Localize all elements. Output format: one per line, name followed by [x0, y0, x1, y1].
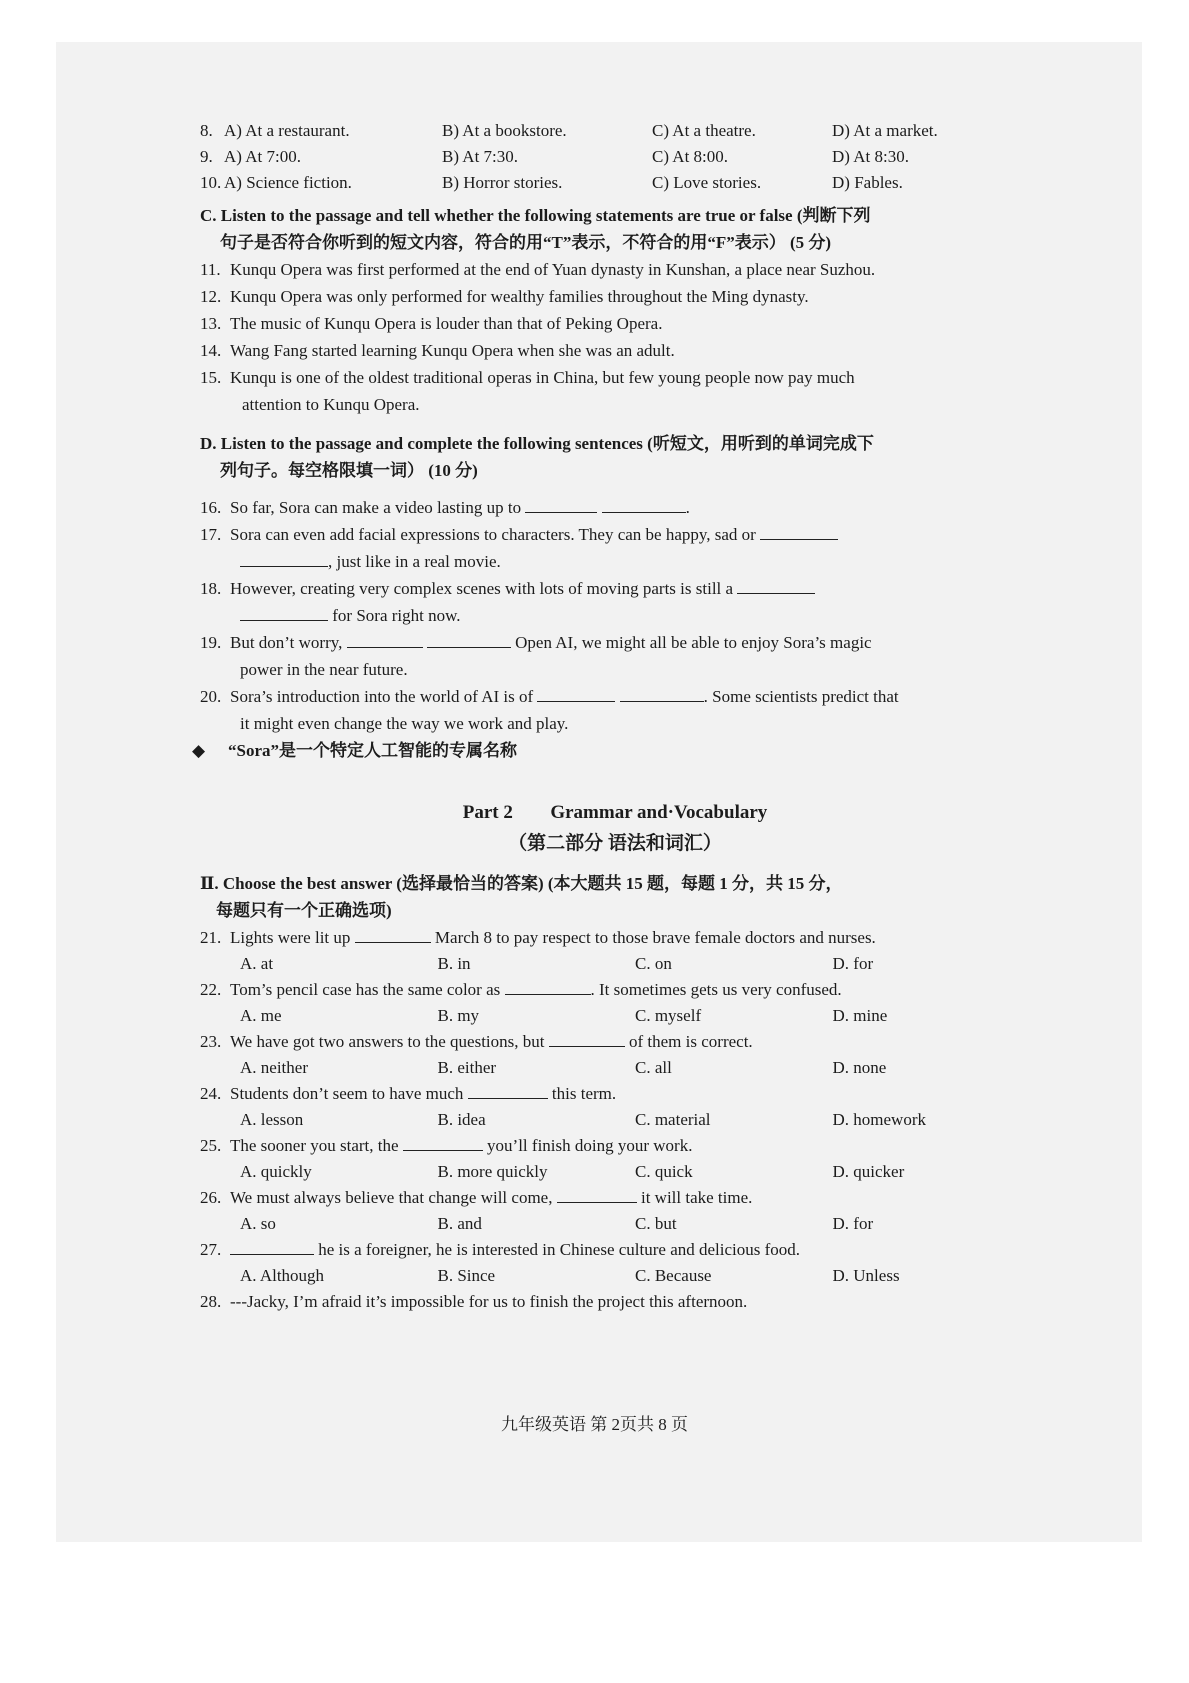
- question-text: he is a foreigner, he is interested in Chinese culture and delicious food.: [318, 1240, 801, 1259]
- option-b: B) At 7:30.: [442, 147, 519, 166]
- sentence-part: But don’t worry,: [230, 633, 343, 652]
- sentence-20: [200, 683, 1030, 737]
- statement-text: [230, 364, 1030, 418]
- question-number: 8.: [200, 121, 213, 140]
- heading-line: 列句子。每空格限填一词） (10 分): [220, 461, 478, 480]
- answer-blank[interactable]: [737, 579, 815, 594]
- answer-blank[interactable]: [230, 1240, 314, 1255]
- sentence-part: it might even change the way we work and play.: [240, 714, 569, 733]
- sora-note: [192, 737, 1030, 764]
- part-title: [200, 798, 1030, 828]
- question-text: it will take time.: [640, 1188, 753, 1207]
- question-number: 23.: [200, 1032, 222, 1051]
- option-a: A) At a restaurant.: [224, 121, 350, 140]
- mc-question-23: [200, 1028, 1030, 1080]
- choice-b[interactable]: B. either: [437, 1058, 497, 1077]
- question-text: We must always believe that change will come,: [230, 1188, 553, 1207]
- question-number: 27.: [200, 1240, 222, 1259]
- option-d: D) At a market.: [832, 121, 938, 140]
- question-text: . It sometimes gets us very confused.: [590, 980, 842, 999]
- mc-question-21: [200, 924, 1030, 976]
- answer-blank[interactable]: [240, 606, 328, 621]
- sentence-part: .: [685, 498, 690, 517]
- question-text: We have got two answers to the questions, but: [230, 1032, 545, 1051]
- choice-d[interactable]: D. mine: [832, 1006, 888, 1025]
- sentence-16: [200, 494, 1030, 521]
- mc-question-25: [200, 1132, 1030, 1184]
- option-a: A) At 7:00.: [224, 147, 301, 166]
- option-b: B) At a bookstore.: [442, 121, 567, 140]
- choice-c[interactable]: C. but: [635, 1214, 677, 1233]
- part-name: Grammar and·Vocabulary: [550, 802, 768, 823]
- choice-b[interactable]: B. my: [437, 1006, 480, 1025]
- statement-13: [200, 310, 1030, 337]
- section-d-items: [192, 494, 1030, 764]
- section-c-heading: [200, 202, 1030, 256]
- choice-c[interactable]: C. on: [635, 954, 672, 973]
- sentence-part: However, creating very complex scenes with lots of moving parts is still a: [230, 579, 734, 598]
- question-number: 16.: [200, 498, 222, 517]
- choice-d[interactable]: D. none: [832, 1058, 887, 1077]
- section-ii-items: [200, 924, 1030, 1315]
- question-number: 22.: [200, 980, 222, 999]
- answer-blank[interactable]: [602, 498, 686, 513]
- answer-blank[interactable]: [557, 1188, 637, 1203]
- option-b: B) Horror stories.: [442, 173, 563, 192]
- listening-options: [200, 118, 1030, 196]
- answer-blank[interactable]: [403, 1136, 483, 1151]
- choice-b[interactable]: B. more quickly: [437, 1162, 548, 1181]
- choice-a[interactable]: A. quickly: [240, 1162, 312, 1181]
- choice-b[interactable]: B. Since: [437, 1266, 496, 1285]
- answer-blank[interactable]: [240, 552, 328, 567]
- answer-blank[interactable]: [468, 1084, 548, 1099]
- note-text: “Sora”是一个特定人工智能的专属名称: [228, 741, 517, 760]
- choice-d[interactable]: D. quicker: [832, 1162, 905, 1181]
- question-number: 17.: [200, 525, 222, 544]
- statement-text: Kunqu Opera was first performed at the end of Yuan dynasty in Kunshan, a place near Suzhou.: [230, 260, 876, 279]
- choice-d[interactable]: D. for: [832, 954, 874, 973]
- sentence-part: So far, Sora can make a video lasting up to: [230, 498, 522, 517]
- choice-a[interactable]: A. lesson: [240, 1110, 304, 1129]
- sentence-part: Open AI, we might all be able to enjoy Sora’s magic: [515, 633, 872, 652]
- mc-question-22: [200, 976, 1030, 1028]
- choice-a[interactable]: A. at: [240, 954, 274, 973]
- question-text: The sooner you start, the: [230, 1136, 399, 1155]
- question-number: 19.: [200, 633, 222, 652]
- part-number: Part 2: [462, 802, 513, 823]
- choice-c[interactable]: C. Because: [635, 1266, 712, 1285]
- heading-line: Ⅱ. Choose the best answer (选择最恰当的答案) (本大题共 15 题，每题 1 分，共 15 分，: [200, 874, 843, 893]
- answer-blank[interactable]: [620, 687, 704, 702]
- question-number: 9.: [200, 147, 213, 166]
- sentence-text: [230, 683, 1030, 737]
- choice-b[interactable]: B. and: [437, 1214, 482, 1233]
- choice-c[interactable]: C. all: [635, 1058, 672, 1077]
- heading-line: D. Listen to the passage and complete the following sentences (听短文，用听到的单词完成下: [200, 434, 874, 453]
- choice-a[interactable]: A. me: [240, 1006, 282, 1025]
- answer-blank[interactable]: [347, 633, 423, 648]
- mc-question-24: [200, 1080, 1030, 1132]
- option-c: C) At 8:00.: [652, 147, 729, 166]
- question-text: of them is correct.: [629, 1032, 753, 1051]
- question-text: Lights were lit up: [230, 928, 351, 947]
- choice-c[interactable]: C. material: [635, 1110, 711, 1129]
- choice-c[interactable]: C. quick: [635, 1162, 693, 1181]
- sentence-text: [230, 521, 1030, 575]
- question-text: Students don’t seem to have much: [230, 1084, 464, 1103]
- question-number: 24.: [200, 1084, 222, 1103]
- question-10: [200, 170, 1030, 196]
- option-d: D) Fables.: [832, 173, 903, 192]
- option-c: C) At a theatre.: [652, 121, 756, 140]
- sentence-part: Sora can even add facial expressions to characters. They can be happy, sad or: [230, 525, 756, 544]
- sentence-part: for Sora right now.: [332, 606, 461, 625]
- exam-content: [192, 118, 1030, 1315]
- sentence-19: [200, 629, 1030, 683]
- option-c: C) Love stories.: [652, 173, 762, 192]
- question-number: 12.: [200, 287, 222, 306]
- sentence-text: [230, 629, 1030, 683]
- question-number: 15.: [200, 368, 222, 387]
- question-number: 28.: [200, 1292, 222, 1311]
- question-number: 14.: [200, 341, 222, 360]
- sentence-18: [200, 575, 1030, 629]
- choice-d[interactable]: D. homework: [832, 1110, 926, 1129]
- choice-b[interactable]: B. idea: [437, 1110, 486, 1129]
- diamond-bullet-icon: ◆: [192, 741, 206, 760]
- choice-d[interactable]: D. Unless: [832, 1266, 900, 1285]
- choice-a[interactable]: A. Although: [240, 1266, 325, 1285]
- sentence-part: . Some scientists predict that: [703, 687, 899, 706]
- statement-15: [200, 364, 1030, 418]
- section-c-items: [200, 256, 1030, 418]
- sentence-text: [230, 575, 1030, 629]
- statement-line: Kunqu is one of the oldest traditional operas in China, but few young people now pay much: [230, 368, 855, 387]
- page-footer: 九年级英语 第 2页共 8 页: [501, 1415, 688, 1434]
- answer-blank[interactable]: [355, 928, 431, 943]
- heading-line: 每题只有一个正确选项): [216, 901, 392, 920]
- answer-blank[interactable]: [525, 498, 597, 513]
- mc-question-26: [200, 1184, 1030, 1236]
- question-number: 26.: [200, 1188, 222, 1207]
- question-number: 20.: [200, 687, 222, 706]
- statement-11: [200, 256, 1030, 283]
- answer-blank[interactable]: [549, 1032, 625, 1047]
- question-text: this term.: [551, 1084, 617, 1103]
- answer-blank[interactable]: [537, 687, 615, 702]
- mc-question-27: [200, 1236, 1030, 1288]
- choice-a[interactable]: A. so: [240, 1214, 276, 1233]
- answer-blank[interactable]: [505, 980, 591, 995]
- option-a: A) Science fiction.: [224, 173, 352, 192]
- statement-14: [200, 337, 1030, 364]
- mc-question-28: [200, 1288, 1030, 1315]
- sentence-part: , just like in a real movie.: [328, 552, 501, 571]
- answer-blank[interactable]: [427, 633, 511, 648]
- part-subtitle: （第二部分 语法和词汇）: [508, 833, 722, 854]
- question-number: 18.: [200, 579, 222, 598]
- question-9: [200, 144, 1030, 170]
- question-8: [200, 118, 1030, 144]
- heading-line: 句子是否符合你听到的短文内容，符合的用“T”表示，不符合的用“F”表示） (5 分): [220, 233, 832, 252]
- statement-text: The music of Kunqu Opera is louder than that of Peking Opera.: [230, 314, 663, 333]
- section-d-heading: [200, 430, 1030, 484]
- question-text: ---Jacky, I’m afraid it’s impossible for us to finish the project this afternoon.: [230, 1292, 748, 1311]
- answer-blank[interactable]: [760, 525, 838, 540]
- heading-line: C. Listen to the passage and tell whether the following statements are true or false (判断下列: [200, 206, 871, 225]
- statement-12: [200, 283, 1030, 310]
- statement-text: Wang Fang started learning Kunqu Opera when she was an adult.: [230, 341, 675, 360]
- statement-text: Kunqu Opera was only performed for wealthy families throughout the Ming dynasty.: [230, 287, 809, 306]
- sentence-text: [230, 494, 1030, 521]
- question-number: 11.: [200, 260, 221, 279]
- section-ii-heading: [200, 870, 1030, 924]
- question-number: 13.: [200, 314, 222, 333]
- question-text: March 8 to pay respect to those brave female doctors and nurses.: [434, 928, 876, 947]
- sentence-17: [200, 521, 1030, 575]
- question-number: 21.: [200, 928, 222, 947]
- sentence-part: power in the near future.: [240, 660, 408, 679]
- choice-a[interactable]: A. neither: [240, 1058, 308, 1077]
- question-text: Tom’s pencil case has the same color as: [230, 980, 501, 999]
- option-d: D) At 8:30.: [832, 147, 909, 166]
- choice-d[interactable]: D. for: [832, 1214, 874, 1233]
- statement-line: attention to Kunqu Opera.: [242, 395, 420, 414]
- sentence-part: Sora’s introduction into the world of AI is of: [230, 687, 534, 706]
- question-text: you’ll finish doing your work.: [487, 1136, 693, 1155]
- choice-b[interactable]: B. in: [437, 954, 471, 973]
- question-number: 10.: [200, 173, 222, 192]
- choice-c[interactable]: C. myself: [635, 1006, 702, 1025]
- question-number: 25.: [200, 1136, 222, 1155]
